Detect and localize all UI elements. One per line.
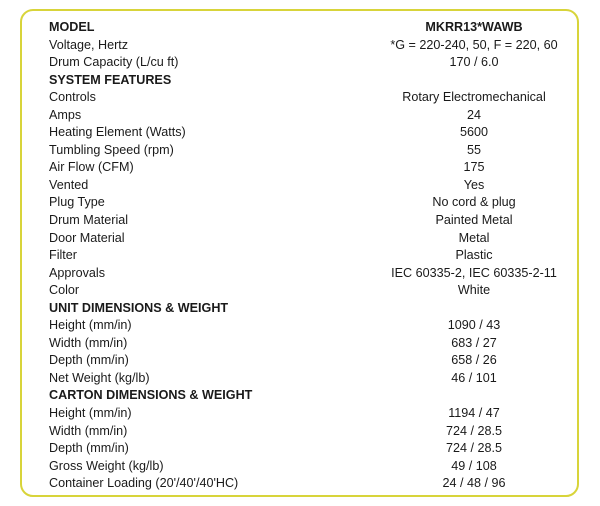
spec-value: 724 / 28.5 (445, 423, 503, 438)
section-row-unit-dimensions (49, 300, 569, 318)
spec-value: 658 / 26 (451, 353, 497, 368)
table-row (49, 194, 569, 212)
table-row (49, 89, 569, 107)
table-row (49, 352, 569, 370)
spec-value: 24 / 48 / 96 (442, 476, 506, 491)
spec-label: Door Material (49, 230, 125, 245)
spec-value: 49 / 108 (451, 458, 497, 473)
spec-label: Voltage, Hertz (49, 37, 129, 52)
spec-label: Controls (49, 90, 96, 105)
spec-label: Color (49, 283, 80, 298)
spec-value: 1194 / 47 (448, 406, 500, 421)
spec-value: Yes (463, 177, 485, 192)
spec-value (379, 72, 569, 90)
spec-value: 1090 / 43 (447, 318, 501, 333)
spec-label: Filter (49, 248, 77, 263)
section-heading: SYSTEM FEATURES (49, 72, 172, 87)
table-row (49, 370, 569, 388)
spec-value: 5600 (459, 125, 489, 140)
table-row (49, 230, 569, 248)
table-row (49, 335, 569, 353)
spec-value: *G = 220-240, 50, F = 220, 60 (390, 37, 558, 52)
table-row (49, 440, 569, 458)
spec-label: Drum Material (49, 213, 129, 228)
spec-label: Width (mm/in) (49, 335, 128, 350)
table-row (49, 124, 569, 142)
spec-value: 175 (463, 160, 485, 175)
table-row (49, 247, 569, 265)
spec-value: MKRR13*WAWB (425, 20, 523, 34)
spec-value: Rotary Electromechanical (402, 90, 546, 105)
spec-value (379, 387, 569, 405)
spec-value: IEC 60335-2, IEC 60335-2-11 (391, 265, 557, 280)
spec-value: 170 / 6.0 (449, 55, 499, 70)
table-row (49, 159, 569, 177)
table-row (49, 37, 569, 55)
spec-value: 24 (466, 107, 481, 122)
section-row-system-features (49, 72, 569, 90)
spec-value: Plastic (455, 248, 493, 263)
spec-label: Depth (mm/in) (49, 441, 129, 456)
spec-label: Container Loading (20'/40'/40'HC) (49, 476, 239, 491)
spec-value: 55 (466, 142, 481, 157)
table-row (49, 177, 569, 195)
spec-label: Approvals (49, 265, 106, 280)
spec-label: Height (mm/in) (49, 318, 132, 333)
table-row (49, 423, 569, 441)
spec-label: Net Weight (kg/lb) (49, 370, 150, 385)
spec-label: Tumbling Speed (rpm) (49, 142, 174, 157)
spec-label: Height (mm/in) (49, 406, 132, 421)
spec-value: No cord & plug (432, 195, 516, 210)
table-row (49, 265, 569, 283)
table-row (49, 475, 569, 493)
table-row (49, 317, 569, 335)
spec-value: 724 / 28.5 (445, 441, 503, 456)
section-row-model (49, 19, 569, 37)
spec-label: Plug Type (49, 195, 105, 210)
spec-value: 683 / 27 (451, 335, 497, 350)
spec-card (20, 9, 579, 497)
table-row (49, 282, 569, 300)
spec-label: Vented (49, 177, 89, 192)
section-heading: UNIT DIMENSIONS & WEIGHT (49, 300, 229, 315)
spec-label: Width (mm/in) (49, 423, 128, 438)
spec-label: MODEL (49, 20, 95, 34)
spec-value: 46 / 101 (451, 370, 497, 385)
spec-label: Heating Element (Watts) (49, 125, 186, 140)
table-row (49, 54, 569, 72)
section-heading: CARTON DIMENSIONS & WEIGHT (49, 388, 253, 403)
table-row (49, 458, 569, 476)
spec-value: Metal (458, 230, 490, 245)
table-row (49, 405, 569, 423)
table-row (49, 212, 569, 230)
table-row (49, 142, 569, 160)
spec-label: Air Flow (CFM) (49, 160, 134, 175)
spec-label: Drum Capacity (L/cu ft) (49, 55, 179, 70)
table-row (49, 107, 569, 125)
spec-value: White (457, 283, 491, 298)
section-row-carton-dimensions (49, 387, 569, 405)
spec-label: Gross Weight (kg/lb) (49, 458, 164, 473)
spec-label: Depth (mm/in) (49, 353, 129, 368)
spec-value (379, 300, 569, 318)
spec-table (49, 19, 569, 493)
spec-table-body (49, 19, 569, 493)
spec-label: Amps (49, 107, 82, 122)
spec-value: Painted Metal (435, 213, 513, 228)
